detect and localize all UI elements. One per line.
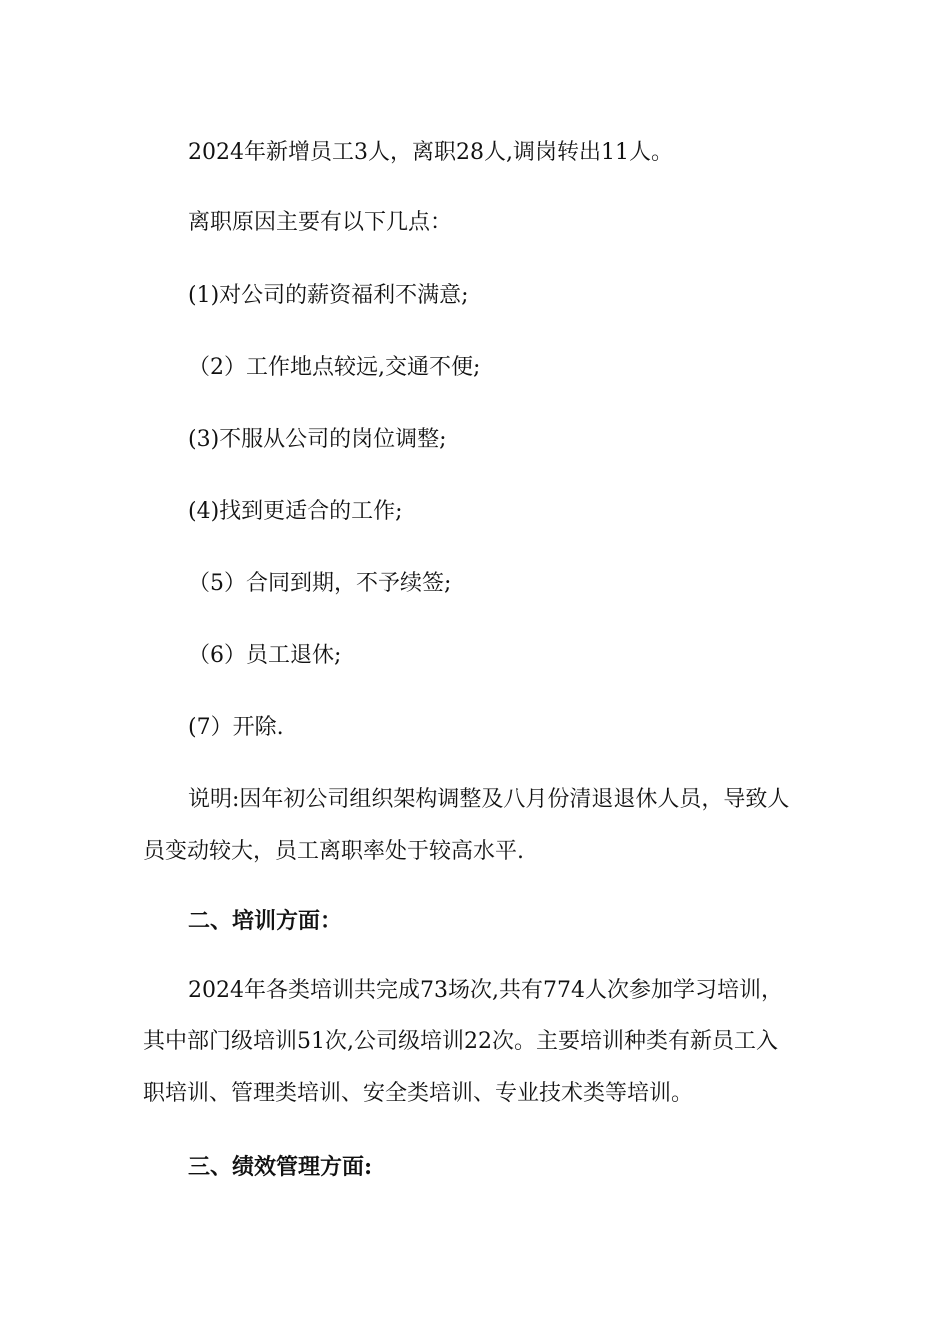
reason-item-3: (3)不服从公司的岗位调整;	[188, 427, 447, 452]
reason-item-5: （5）合同到期，不予续签;	[188, 571, 452, 596]
reason-item-6: （6）员工退休;	[188, 643, 342, 668]
training-line-3: 职培训、管理类培训、安全类培训、专业技术类等培训。	[143, 1081, 694, 1106]
section-heading-performance: 三、绩效管理方面:	[188, 1154, 373, 1180]
note-line-2: 员变动较大，员工离职率处于较高水平.	[143, 839, 524, 864]
reason-item-7: (7）开除.	[188, 715, 284, 740]
training-line-2: 其中部门级培训51次,公司级培训22次。主要培训种类有新员工入	[143, 1029, 778, 1054]
paragraph-staff-changes: 2024年新增员工3人，离职28人,调岗转出11人。	[188, 140, 673, 165]
section-heading-training: 二、培训方面：	[188, 908, 343, 934]
training-line-1: 2024年各类培训共完成73场次,共有774人次参加学习培训，	[188, 978, 783, 1003]
reason-item-1: (1)对公司的薪资福利不满意;	[188, 283, 469, 308]
reason-item-4: (4)找到更适合的工作;	[188, 499, 403, 524]
reason-item-2: （2）工作地点较远,交通不便;	[188, 355, 481, 380]
note-line-1: 说明:因年初公司组织架构调整及八月份清退退休人员，导致人	[188, 787, 790, 812]
paragraph-resignation-intro: 离职原因主要有以下几点：	[188, 210, 453, 235]
